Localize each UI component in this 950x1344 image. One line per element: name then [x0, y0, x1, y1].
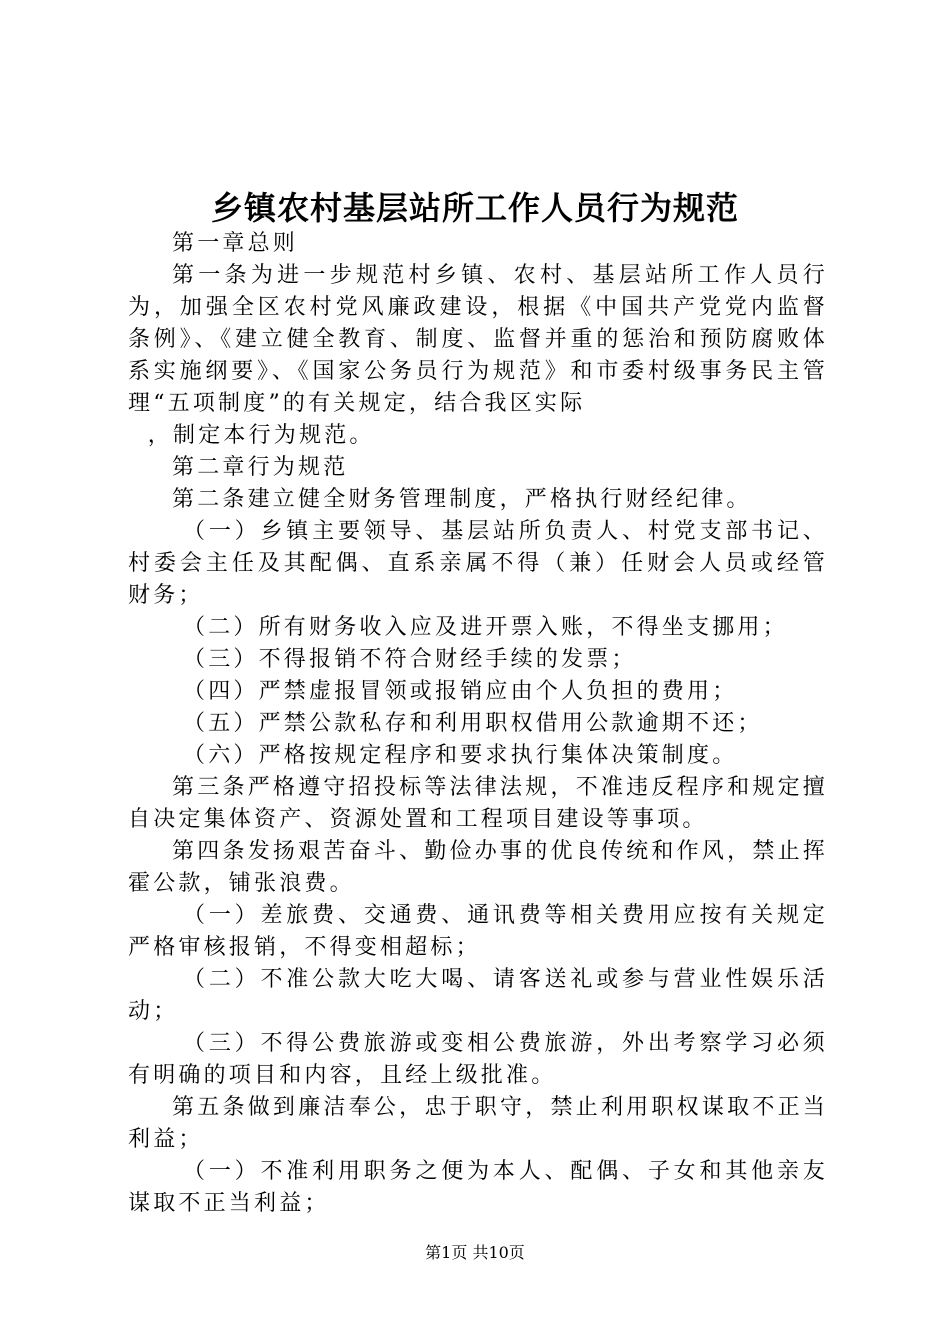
page-number: 第1页 共10页	[425, 1243, 525, 1262]
paragraph-continuation: ，制定本行为规范。	[147, 423, 375, 448]
article-paragraph: 第一条为进一步规范村乡镇、农村、基层站所工作人员行为，加强全区农村党风廉政建设，根据《中国共产党党内监督条例》、《建立健全教育、制度、监督并重的惩治和预防腐败体系实施纲要》、《国家公务员行为规范》和市委村级事务民主管理“五项制度”的有关规定，结合我区实际	[128, 263, 828, 416]
document-body	[128, 228, 828, 1220]
article-paragraph: 第二条建立健全财务管理制度，严格执行财经纪律。	[172, 487, 752, 512]
article-paragraph: 第四条发扬艰苦奋斗、勤俭办事的优良传统和作风，禁止挥霍公款，铺张浪费。	[128, 839, 828, 896]
list-item: （五）严禁公款私存和利用职权借用公款逾期不还；	[183, 711, 763, 736]
document-title: 乡镇农村基层站所工作人员行为规范	[210, 189, 739, 227]
chapter-heading: 第一章总则	[172, 231, 299, 256]
list-item: （二）不准公款大吃大喝、请客送礼或参与营业性娱乐活动；	[128, 967, 828, 1024]
list-item: （三）不得报销不符合财经手续的发票；	[183, 647, 637, 672]
article-paragraph: 第三条严格遵守招投标等法律法规，不准违反程序和规定擅自决定集体资产、资源处置和工程项目建设等事项。	[128, 775, 828, 832]
list-item: （四）严禁虚报冒领或报销应由个人负担的费用；	[183, 679, 738, 704]
list-item: （一）不准利用职务之便为本人、配偶、子女和其他亲友谋取不正当利益；	[128, 1159, 828, 1216]
article-paragraph: 第五条做到廉洁奉公，忠于职守，禁止利用职权谋取不正当利益；	[128, 1095, 828, 1152]
list-item: （二）所有财务收入应及进开票入账，不得坐支挪用；	[183, 615, 788, 640]
list-item: （六）严格按规定程序和要求执行集体决策制度。	[183, 743, 738, 768]
list-item: （一）乡镇主要领导、基层站所负责人、村党支部书记、村委会主任及其配偶、直系亲属不得（兼）任财会人员或经管财务；	[128, 519, 828, 608]
chapter-heading: 第二章行为规范	[172, 455, 349, 480]
list-item: （三）不得公费旅游或变相公费旅游，外出考察学习必须有明确的项目和内容，且经上级批准。	[128, 1031, 828, 1088]
list-item: （一）差旅费、交通费、通讯费等相关费用应按有关规定严格审核报销，不得变相超标；	[128, 903, 828, 960]
